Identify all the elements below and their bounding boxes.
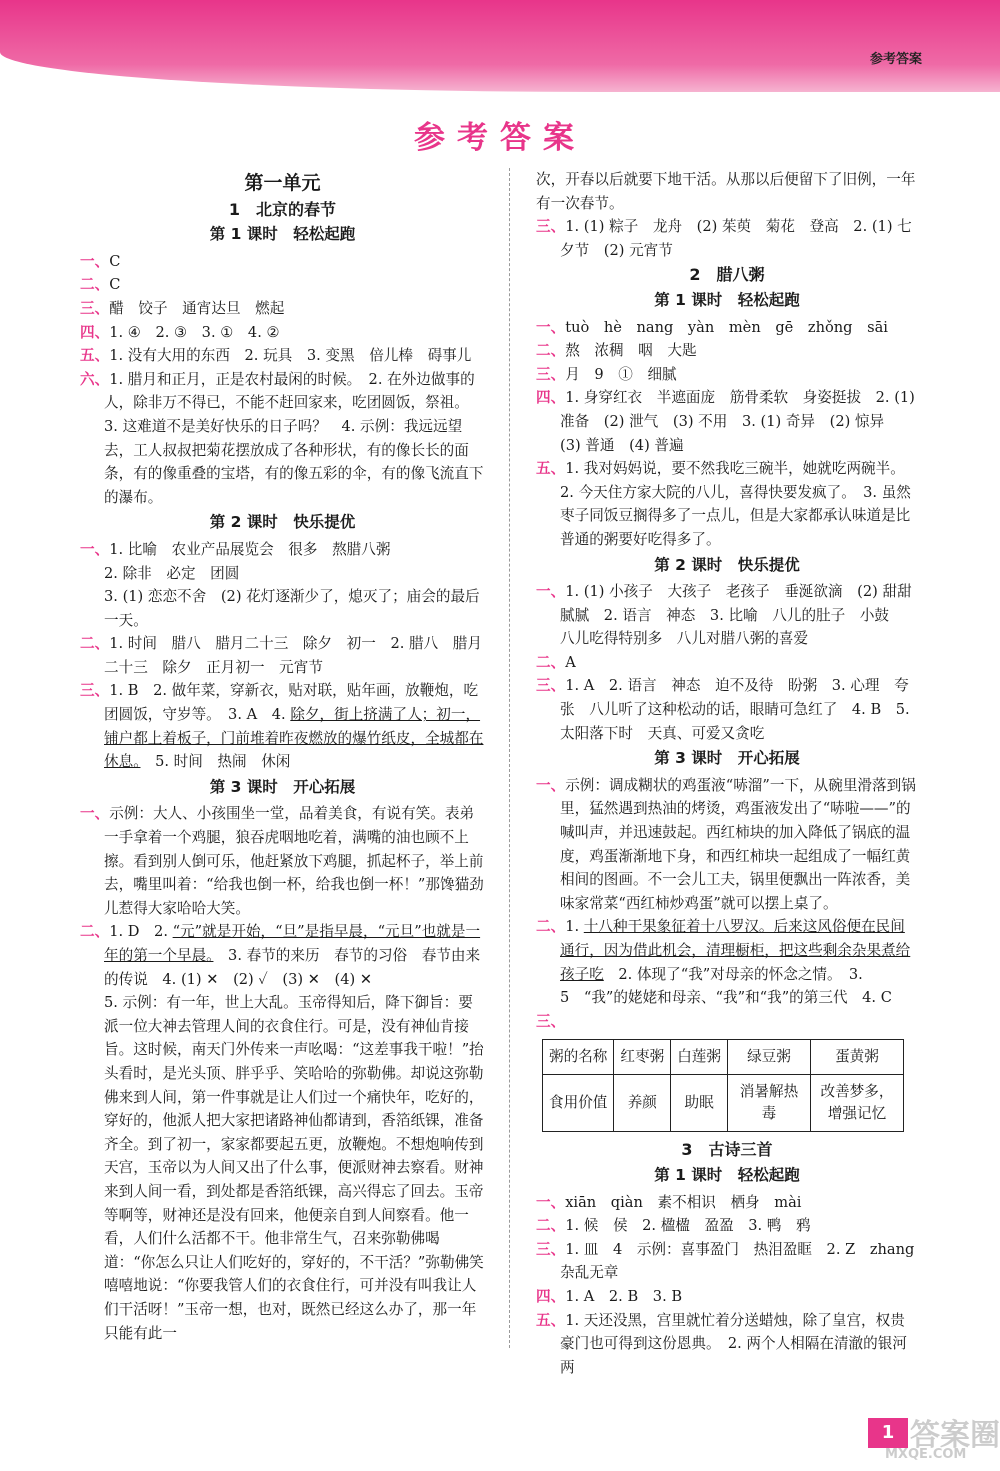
answer-item: 六、1. 腊月和正月，正是农村最闲的时候。 2. 在外边做事的人，除非万不得已，不能不赶回家来，吃团圆饭，祭祖。 3. 这难道不是美好快乐的日子吗？ 4. 示例：我远远望去，工人叔叔把菊花摆放成了各种形状，有的像长长的面条，有的像重叠的宝塔，有的像五彩的伞，有的像飞流直下的瀑布。 bbox=[80, 370, 484, 506]
answer-item: 3. (1) 恋恋不舍 (2) 花灯逐渐少了，熄灭了；庙会的最后一天。 bbox=[104, 588, 480, 629]
table-cell: 改善梦多，增强记忆 bbox=[810, 1075, 903, 1132]
header-banner bbox=[0, 0, 1000, 92]
lesson-title: 3 古诗三首 bbox=[681, 1140, 773, 1160]
answer-item: 三、月 9 ① 细腻 bbox=[536, 365, 677, 383]
table-cell: 助眠 bbox=[671, 1075, 728, 1132]
answer-item: 二、C bbox=[80, 276, 121, 294]
answer-item: 二、1. 十八种干果象征着十八罗汉。后来这风俗便在民间通行，因为借此机会，清理橱柜，把这些剩余杂果煮给孩子吃 2. 体现了“我”对母亲的怀念之情。 3. 5 “我”的姥姥和母亲、“我”和“我”的第三代 4. C bbox=[536, 918, 911, 1007]
answer-item: 四、1. ④ 2. ③ 3. ① 4. ② bbox=[80, 323, 280, 341]
answer-item: 五、1. 没有大用的东西 2. 玩具 3. 变黑 倍儿棒 碍事儿 bbox=[80, 347, 472, 365]
answer-item: 一、xiān qiàn 素不相识 栖身 mài bbox=[536, 1193, 802, 1211]
table-header-cell: 蛋黄粥 bbox=[810, 1040, 903, 1075]
answer-item: 二、A bbox=[536, 653, 576, 671]
section-title: 第 2 课时 快乐提优 bbox=[654, 555, 800, 574]
watermark-logo: 答案圈 bbox=[910, 1418, 1000, 1453]
answer-item: 三、1. A 2. 语言 神态 迫不及待 盼粥 3. 心理 夸张 八儿听了这种松动的话，眼睛可急红了 4. B 5. 太阳落下时 天真、可爱又贪吃 bbox=[536, 677, 915, 742]
answer-item: 一、tuò hè nang yàn mèn gē zhǒng sāi bbox=[536, 318, 888, 336]
section-title: 第 2 课时 快乐提优 bbox=[209, 513, 356, 532]
column-divider bbox=[509, 168, 510, 1348]
table-header-row bbox=[543, 1040, 904, 1075]
page-number: 1 bbox=[868, 1418, 908, 1448]
answer-item: 三、1. 皿 4 示例：喜事盈门 热泪盈眶 2. Z zhang 杂乱无章 bbox=[536, 1240, 929, 1282]
answer-item: 五、1. 我对妈妈说，要不然我吃三碗半，她就吃两碗半。 2. 今天住方家大院的八儿，喜得快要发疯了。 3. 虽然枣子同饭豆搁得多了一点儿，但是大家都承认味道是比普通的粥要好吃得多了。 bbox=[536, 460, 913, 548]
answer-item: 三、 bbox=[536, 1012, 566, 1030]
left-column bbox=[80, 168, 485, 1345]
section-title: 第 1 课时 轻松起跑 bbox=[209, 225, 356, 244]
table-header-cell: 绿豆粥 bbox=[727, 1040, 810, 1075]
answer-continued: 次，开春以后就要下地干活。从那以后便留下了旧例，一年有一次春节。 bbox=[536, 171, 916, 212]
section-title: 第 3 课时 开心拓展 bbox=[209, 777, 356, 796]
table-cell: 消暑解热毒 bbox=[727, 1075, 810, 1132]
section-title: 第 1 课时 轻松起跑 bbox=[654, 1165, 800, 1184]
table-row bbox=[543, 1075, 904, 1132]
answer-item: 一、1. 比喻 农业产品展览会 很多 熬腊八粥 bbox=[80, 540, 391, 558]
right-column bbox=[536, 168, 929, 1379]
answer-item: 二、1. 候 侯 2. 楹楹 盈盈 3. 鸭 鸦 bbox=[536, 1217, 811, 1235]
unit-title: 第一单元 bbox=[244, 172, 321, 194]
answer-item: 一、C bbox=[80, 252, 121, 270]
lesson-title: 1 北京的春节 bbox=[228, 199, 337, 219]
answer-item: 三、醋 饺子 通宵达旦 燃起 bbox=[80, 299, 285, 317]
page-title: 参考答案 bbox=[414, 120, 586, 156]
answer-item: 三、1. (1) 粽子 龙舟 (2) 茱萸 菊花 登高 2. (1) 七夕节 (2) 元宵节 bbox=[536, 218, 912, 259]
answer-item: 四、1. 身穿红衣 半遮面庞 筋骨柔软 身姿挺拔 2. (1) 准备 (2) 泄气 (3) 不用 3. (1) 奇异 (2) 惊异 (3) 普通 (4) 普遍 bbox=[536, 389, 920, 454]
answer-item: 四、1. A 2. B 3. B bbox=[536, 1287, 683, 1305]
table-row-label: 食用价值 bbox=[543, 1075, 614, 1132]
table-header-cell: 白莲粥 bbox=[671, 1040, 728, 1075]
answer-item: 2. 除非 必定 团圆 bbox=[104, 564, 240, 582]
table-cell: 养颜 bbox=[614, 1075, 671, 1132]
answer-item: 一、示例：调成糊状的鸡蛋液“哧溜”一下，从碗里滑落到锅里，猛然遇到热油的烤烫，鸡蛋液发出了“哧啦——”的喊叫声，并迅速鼓起。西红柿块的加入降低了锅底的温度，鸡蛋渐渐地下身，和西红柿块一起组成了一幅红黄相间的图画。不一会儿工夫，锅里便飘出一阵浓香，美味家常菜“西红柿炒鸡蛋”就可以摆上桌了。 bbox=[536, 776, 916, 912]
answer-item: 二、1. D 2. “元”就是开始，“旦”是指早晨，“元旦”也就是一年的第一个早晨。 3. 春节的来历 春节的习俗 春节由来的传说 4. (1) ✕ (2) ✓ (3) ✕ (4) ✕ bbox=[80, 923, 481, 988]
header-tag: 参考答案 bbox=[869, 52, 922, 67]
answer-item: 5. 示例：有一年，世上大乱。玉帝得知后，降下御旨：要派一位大神去管理人间的衣食住行。可是，没有神仙肯接旨。这时候，南天门外传来一声吆喝：“这差事我干啦！”抬头看时，是光头顶、胖乎乎、笑哈哈的弥勒佛。却说这弥勒佛来到人间，第一件事就是让人们过一个痛快年，吃好的，穿好的，他派人把大家把诸路神仙都请到，香箔纸锞，准备齐全。到了初一，家家都要起五更，放鞭炮。不想炮响传到天宫，玉帝以为人间又出了什么事，便派财神去察看。财神来到人间一看，到处都是香箔纸锞，高兴得忘了回去。玉帝等啊等，财神还是没有回来，他便亲自到人间察看。他一看，人们什么活都不干。他非常生气，召来弥勒佛喝道：“你怎么只让人们吃好的，穿好的，不干活？”弥勒佛笑嘻嘻地说：“你要我管人们的衣食住行，可并没有叫我让人们干活呀！”玉帝一想，也对，既然已经这么办了，那一年只能有此一 bbox=[104, 994, 484, 1342]
answer-item: 五、1. 天还没黑，宫里就忙着分送蜡烛，除了皇宫，权贵豪门也可得到这份恩典。 2. 两个人相隔在清澈的银河两 bbox=[536, 1311, 907, 1376]
answer-item: 一、1. (1) 小孩子 大孩子 老孩子 垂涎欲滴 (2) 甜甜腻腻 2. 语言 神态 3. 比喻 八儿的肚子 小鼓 八儿吃得特别多 八儿对腊八粥的喜爱 bbox=[536, 583, 912, 648]
lesson-title: 2 腊八粥 bbox=[689, 265, 765, 285]
section-title: 第 3 课时 开心拓展 bbox=[654, 749, 800, 768]
answer-item: 二、熬 浓稠 咽 大匙 bbox=[536, 342, 697, 360]
section-title: 第 1 课时 轻松起跑 bbox=[654, 290, 800, 309]
watermark-url: MXQE.COM bbox=[885, 1447, 967, 1462]
porridge-table bbox=[542, 1039, 904, 1132]
answer-item: 三、1. B 2. 做年菜，穿新衣，贴对联，贴年画，放鞭炮，吃团圆饭，守岁等。 3. A 4. 除夕，街上挤满了人；初一，铺户都上着板子，门前堆着昨夜燃放的爆竹纸皮，全城都在休息。 5. 时间 热闹 休闲 bbox=[80, 682, 484, 771]
answer-item: 二、1. 时间 腊八 腊月二十三 除夕 初一 2. 腊八 腊月二十三 除夕 正月初一 元宵节 bbox=[80, 635, 482, 676]
table-header-cell: 红枣粥 bbox=[614, 1040, 671, 1075]
answer-item: 一、示例：大人、小孩围坐一堂，品着美食，有说有笑。表弟一手拿着一个鸡腿，狼吞虎咽地吃着，满嘴的油也顾不上擦。看到别人倒可乐，他赶紧放下鸡腿，抓起杯子，举上前去，嘴里叫着：“给我也倒一杯，给我也倒一杯！”那馋猫劲儿惹得大家哈哈大笑。 bbox=[80, 805, 484, 917]
table-header-cell: 粥的名称 bbox=[543, 1040, 614, 1075]
